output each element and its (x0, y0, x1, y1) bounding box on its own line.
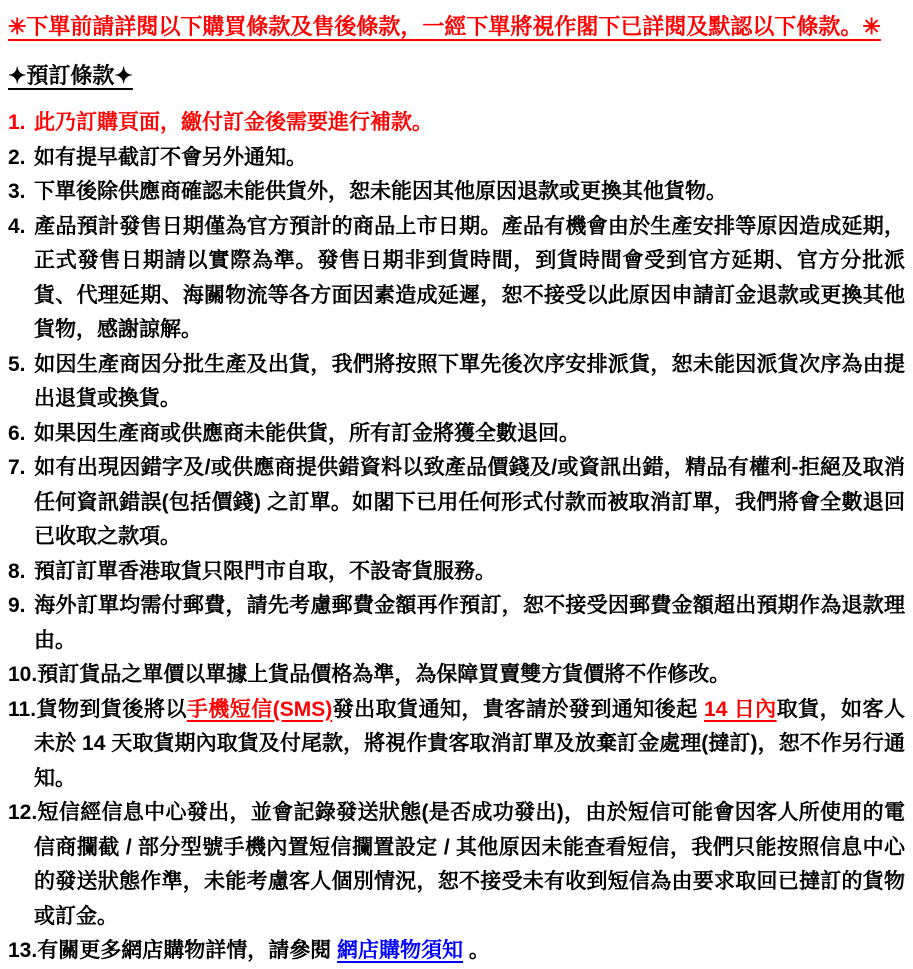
term-item-9 (8, 589, 905, 658)
term-number: 4. (8, 214, 26, 238)
term-number: 11. (8, 697, 37, 721)
term-item-5 (8, 348, 905, 417)
term-item-3 (8, 175, 905, 210)
term-number: 8. (8, 559, 26, 583)
term-number: 9. (8, 594, 26, 617)
term-number: 3. (8, 180, 26, 203)
term-number: 1. (8, 111, 26, 134)
term-number: 13. (8, 939, 38, 962)
term-number: 6. (8, 421, 26, 445)
term-item-11 (8, 693, 905, 797)
term-number: 5. (8, 352, 26, 376)
terms-document (8, 9, 905, 969)
term-text: 如有提早截訂不會另外通知。 (34, 145, 307, 169)
term-number: 7. (8, 456, 26, 479)
term-text: 取貨，如客人未於 14 天取貨期內取貨及付尾款，將視作貴客取消訂單及放棄訂金處理(撻訂)，恕不作另行通知。 (34, 697, 905, 790)
term-text: 預訂貨品之單價以單據上貨品價格為準，為保障買賣雙方貨價將不作修改。 (37, 663, 731, 686)
term-item-1 (8, 106, 905, 141)
term-item-10 (8, 658, 905, 693)
term-text: 發出取貨通知，貴客請於發到通知後起 (332, 697, 705, 721)
sms-pickup-notice-highlight: 手機短信(SMS) (186, 697, 333, 721)
term-item-8 (8, 555, 905, 590)
term-text: 短信經信息中心發出，並會記錄發送狀態(是否成功發出)，由於短信可能會因客人所使用的電信商攔截 / 部分型號手機內置短信攔置設定 / 其他原因未能查看短信，我們只能按照信息中心的發送狀態作準，未能考慮客人個別情況，恕不接受未有收到短信為由要求取回已撻訂的貨物或訂金。 (34, 801, 905, 928)
terms-list (8, 106, 905, 969)
pre-order-warning: ✳下單前請詳閱以下購買條款及售後條款，一經下單將視作閣下已詳閱及默認以下條款。✳ (8, 14, 881, 39)
term-text: 產品預計發售日期僅為官方預計的商品上市日期。產品有機會由於生產安排等原因造成延期，正式發售日期請以實際為準。發售日期非到貨時間，到貨時間會受到官方延期、官方分批派貨、代理延期、海關物流等各方面因素造成延遲，恕不接受以此原因申請訂金退款或更換其他貨物，感謝諒解。 (34, 214, 905, 341)
term-item-7 (8, 451, 905, 555)
pickup-deadline-highlight: 14 日內 (704, 697, 777, 721)
term-item-13 (8, 934, 905, 969)
term-number: 12. (8, 801, 38, 824)
term-item-2 (8, 141, 905, 176)
term-item-6 (8, 417, 905, 452)
term-number: 2. (8, 145, 26, 169)
preorder-terms-heading: ✦預訂條款✦ (8, 63, 133, 88)
term-text: 。 (463, 939, 490, 962)
store-shopping-guide-link[interactable]: 網店購物須知 (337, 939, 464, 962)
term-text: 如果因生產商或供應商未能供貨，所有訂金將獲全數退回。 (34, 421, 580, 445)
term-text: 如因生產商因分批生產及出貨，我們將按照下單先後次序安排派貨，恕未能因派貨次序為由提出退貨或換貨。 (34, 352, 905, 410)
term-text: 如有出現因錯字及/或供應商提供錯資料以致產品價錢及/或資訊出錯，精品有權利-拒絕及取消任何資訊錯誤(包括價錢) 之訂單。如閣下已用任何形式付款而被取消訂單，我們將會全數退回已收取之款項。 (34, 456, 905, 548)
term-text: 下單後除供應商確認未能供貨外，恕未能因其他原因退款或更換其他貨物。 (34, 180, 727, 203)
term-item-4 (8, 210, 905, 348)
term-item-12 (8, 796, 905, 934)
term-text: 貨物到貨後將以 (36, 697, 187, 721)
term-text: 海外訂單均需付郵費，請先考慮郵費金額再作預訂，恕不接受因郵費金額超出預期作為退款理由。 (34, 594, 905, 652)
term-number: 10. (8, 663, 38, 686)
term-text: 預訂訂單香港取貨只限門市自取，不設寄貨服務。 (34, 559, 496, 583)
term-text: 有關更多網店購物詳情，請參閱 (37, 939, 338, 962)
term-text: 此乃訂購頁面，繳付訂金後需要進行補款。 (34, 111, 433, 134)
